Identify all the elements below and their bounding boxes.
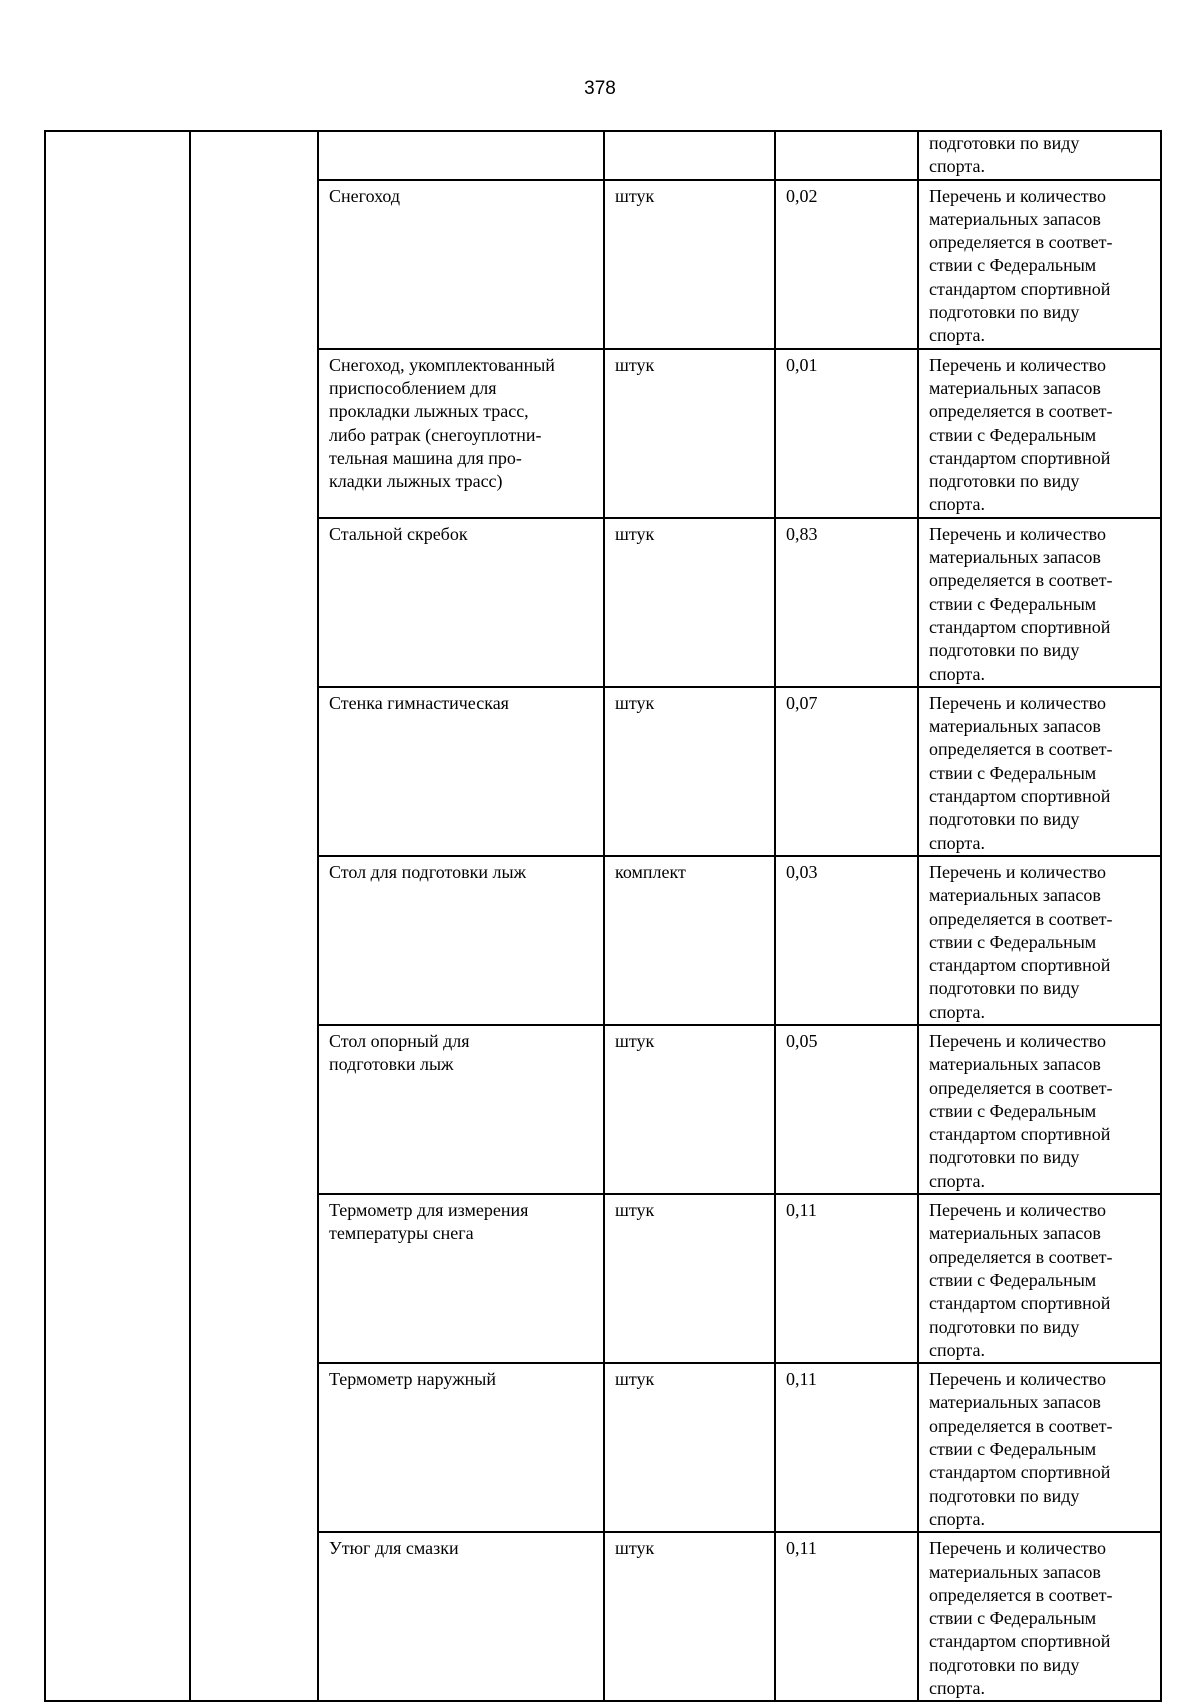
name-cell xyxy=(318,131,604,180)
unit-cell: штук xyxy=(604,687,775,856)
text-line: подготовки по виду xyxy=(929,1485,1080,1506)
text-line: спорта. xyxy=(929,1678,985,1698)
inventory-table xyxy=(44,130,1162,1702)
text-line: ствии с Федеральным xyxy=(929,593,1097,614)
text-line: подготовки по виду xyxy=(929,302,1080,323)
unit-cell: штук xyxy=(604,1363,775,1532)
text-line: прокладки лыжных трасс, xyxy=(329,401,529,422)
text-line: стандартом спортивной xyxy=(929,616,1111,637)
text-line: определяется в соответ- xyxy=(929,232,1113,253)
text-line: Перечень и количество xyxy=(929,1369,1106,1390)
text-line: кладки лыжных трасс) xyxy=(329,471,503,492)
text-line: Утюг для смазки xyxy=(329,1538,459,1559)
text-line: стандартом спортивной xyxy=(929,1462,1111,1483)
name-cell xyxy=(318,1532,604,1701)
text-line: спорта. xyxy=(929,1339,985,1360)
text-line: определяется в соответ- xyxy=(929,1246,1113,1267)
unit-cell: штук xyxy=(604,1532,775,1701)
text-line: температуры снега xyxy=(329,1223,474,1244)
text-line: стандартом спортивной xyxy=(929,786,1111,807)
text-line: Стол для подготовки лыж xyxy=(329,861,527,882)
text-line: спорта. xyxy=(929,1170,985,1191)
text-line: подготовки по виду xyxy=(929,1316,1080,1337)
text-line: приспособлением для xyxy=(329,377,497,398)
name-cell xyxy=(318,1194,604,1363)
text-line: спорта. xyxy=(929,1001,985,1022)
text-line: подготовки по виду xyxy=(929,1147,1080,1168)
text-line: Стенка гимнастическая xyxy=(329,692,509,713)
unit-cell: штук xyxy=(604,349,775,518)
table-body xyxy=(45,131,1161,1701)
text-line: Перечень и количество xyxy=(929,1538,1106,1559)
note-cell xyxy=(918,131,1161,180)
text-line: ствии с Федеральным xyxy=(929,1439,1097,1460)
unit-cell: штук xyxy=(604,518,775,687)
text-line: Перечень и количество xyxy=(929,523,1106,544)
name-cell xyxy=(318,1025,604,1194)
text-line: подготовки лыж xyxy=(329,1054,454,1075)
text-line: материальных запасов xyxy=(929,1223,1101,1244)
value-cell: 0,11 xyxy=(775,1194,918,1363)
text-line: определяется в соответ- xyxy=(929,1077,1113,1098)
text-line: Снегоход, укомплектованный xyxy=(329,354,555,375)
empty-column-1 xyxy=(45,131,190,1701)
note-cell xyxy=(918,518,1161,687)
text-line: определяется в соответ- xyxy=(929,1584,1113,1605)
text-line: ствии с Федеральным xyxy=(929,931,1097,952)
name-cell xyxy=(318,1363,604,1532)
text-line: стандартом спортивной xyxy=(929,1293,1111,1314)
text-line: Термометр для измерения xyxy=(329,1200,529,1221)
text-line: определяется в соответ- xyxy=(929,1415,1113,1436)
note-cell xyxy=(918,349,1161,518)
unit-cell: комплект xyxy=(604,856,775,1025)
note-cell xyxy=(918,1363,1161,1532)
page-number: 378 xyxy=(584,78,616,99)
text-line: либо ратрак (снегоуплотни- xyxy=(329,424,542,445)
note-cell xyxy=(918,1194,1161,1363)
value-cell: 0,02 xyxy=(775,180,918,349)
note-cell xyxy=(918,856,1161,1025)
text-line: материальных запасов xyxy=(929,547,1101,568)
value-cell: 0,07 xyxy=(775,687,918,856)
note-cell xyxy=(918,180,1161,349)
text-line: подготовки по виду xyxy=(929,809,1080,830)
text-line: материальных запасов xyxy=(929,1054,1101,1075)
text-line: определяется в соответ- xyxy=(929,739,1113,760)
name-cell xyxy=(318,856,604,1025)
value-cell: 0,83 xyxy=(775,518,918,687)
text-line: определяется в соответ- xyxy=(929,570,1113,591)
table-row xyxy=(45,131,1161,180)
value-cell xyxy=(775,131,918,180)
unit-cell xyxy=(604,131,775,180)
text-line: спорта. xyxy=(929,1508,985,1529)
text-line: Перечень и количество xyxy=(929,692,1106,713)
note-cell xyxy=(918,1532,1161,1701)
value-cell: 0,03 xyxy=(775,856,918,1025)
text-line: стандартом спортивной xyxy=(929,278,1111,299)
text-line: Снегоход xyxy=(329,185,401,206)
text-line: Термометр наружный xyxy=(329,1369,496,1390)
text-line: стандартом спортивной xyxy=(929,955,1111,976)
text-line: стандартом спортивной xyxy=(929,447,1111,468)
text-line: материальных запасов xyxy=(929,377,1101,398)
text-line: ствии с Федеральным xyxy=(929,424,1097,445)
empty-column-2 xyxy=(190,131,318,1701)
text-line: ствии с Федеральным xyxy=(929,1100,1097,1121)
text-line: ствии с Федеральным xyxy=(929,255,1097,276)
text-line: материальных запасов xyxy=(929,716,1101,737)
text-line: стандартом спортивной xyxy=(929,1124,1111,1145)
value-cell: 0,11 xyxy=(775,1532,918,1701)
note-cell xyxy=(918,687,1161,856)
value-cell: 0,01 xyxy=(775,349,918,518)
text-line: Стальной скребок xyxy=(329,523,468,544)
text-line: материальных запасов xyxy=(929,1392,1101,1413)
text-line: Стол опорный для xyxy=(329,1030,470,1051)
text-line: подготовки по виду xyxy=(929,133,1080,153)
text-line: материальных запасов xyxy=(929,208,1101,229)
text-line: спорта. xyxy=(929,325,985,346)
text-line: подготовки по виду xyxy=(929,1654,1080,1675)
value-cell: 0,11 xyxy=(775,1363,918,1532)
text-line: Перечень и количество xyxy=(929,861,1106,882)
text-line: ствии с Федеральным xyxy=(929,1269,1097,1290)
text-line: спорта. xyxy=(929,156,985,177)
text-line: Перечень и количество xyxy=(929,1030,1106,1051)
text-line: подготовки по виду xyxy=(929,640,1080,661)
unit-cell: штук xyxy=(604,180,775,349)
text-line: определяется в соответ- xyxy=(929,908,1113,929)
text-line: материальных запасов xyxy=(929,885,1101,906)
text-line: определяется в соответ- xyxy=(929,401,1113,422)
text-line: спорта. xyxy=(929,663,985,684)
name-cell xyxy=(318,518,604,687)
name-cell xyxy=(318,180,604,349)
text-line: подготовки по виду xyxy=(929,471,1080,492)
name-cell xyxy=(318,349,604,518)
text-line: Перечень и количество xyxy=(929,1200,1106,1221)
name-cell xyxy=(318,687,604,856)
text-line: подготовки по виду xyxy=(929,978,1080,999)
value-cell: 0,05 xyxy=(775,1025,918,1194)
text-line: спорта. xyxy=(929,494,985,515)
note-cell xyxy=(918,1025,1161,1194)
text-line: Перечень и количество xyxy=(929,185,1106,206)
unit-cell: штук xyxy=(604,1025,775,1194)
text-line: Перечень и количество xyxy=(929,354,1106,375)
text-line: ствии с Федеральным xyxy=(929,762,1097,783)
text-line: материальных запасов xyxy=(929,1561,1101,1582)
text-line: тельная машина для про- xyxy=(329,447,522,468)
text-line: ствии с Федеральным xyxy=(929,1608,1097,1629)
unit-cell: штук xyxy=(604,1194,775,1363)
text-line: спорта. xyxy=(929,832,985,853)
text-line: стандартом спортивной xyxy=(929,1631,1111,1652)
